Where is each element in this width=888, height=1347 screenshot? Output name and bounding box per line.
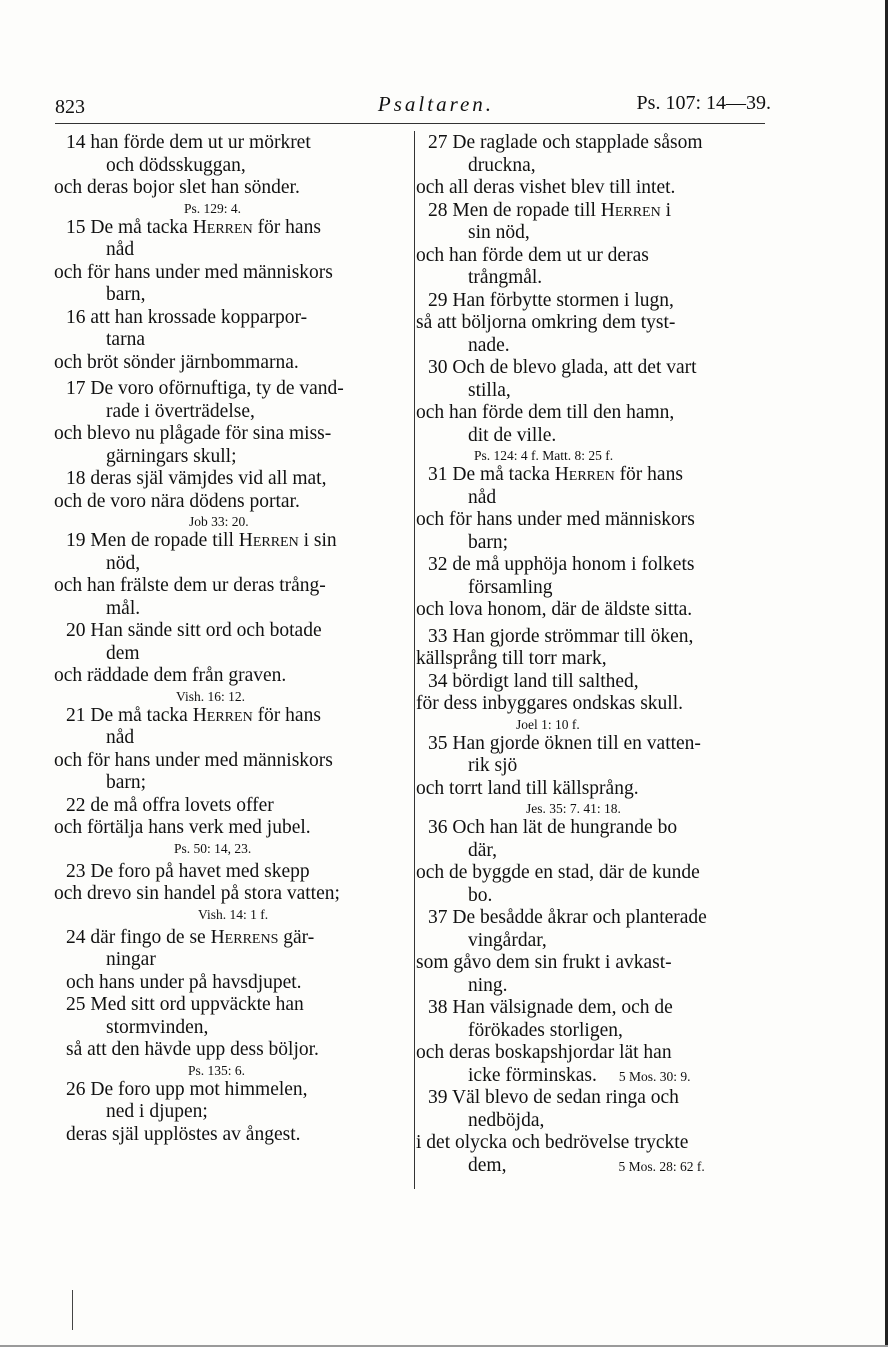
verse-line: 32 de må upphöja honom i folkets [428,554,695,575]
verse-line: gärningars skull; [106,445,237,467]
verse-line: där, [468,839,497,861]
verse-line: druckna, [468,154,536,176]
verse-line: och deras boskapshjordar lät han [416,1042,672,1063]
verse-line: källsprång till torr mark, [416,648,607,669]
verse-line: 28 Men de ropade till Herren i [428,199,672,221]
verse-line: 33 Han gjorde strömmar till öken, [428,625,694,647]
verse-39 [416,1087,772,1177]
verse-27 [416,132,772,200]
verse-line: och dödsskuggan, [106,154,246,176]
cross-reference: Ps. 50: 14, 23. [174,840,252,856]
verse-16 [54,307,410,375]
verse-line: ning. [468,974,508,996]
verse-32 [416,554,772,622]
verse-line: rik sjö [468,755,518,776]
verse-line: nåd [468,486,497,508]
verse-21 [54,705,410,795]
cross-reference: Vish. 16: 12. [176,688,245,704]
cross-reference: Ps. 124: 4 f. Matt. 8: 25 f. [474,448,614,463]
verse-line: nöd, [106,552,141,574]
verse-line: 23 De foro på havet med skepp [66,860,310,882]
verse-line: 16 att han krossade kopparpor- [66,306,308,328]
verse-line: som gåvo dem sin frukt i avkast- [416,952,672,973]
verse-22 [54,795,410,857]
verse-line: mål. [106,597,141,619]
margin-mark [72,1290,73,1330]
verse-line: och de voro nära dödens portar. [54,490,300,512]
verse-14 [54,132,410,217]
verse-line: 31 De må tacka Herren för hans [428,464,683,485]
verse-line: 36 Och han lät de hungrande bo [428,817,678,838]
verse-line: och räddade dem från graven. [54,665,287,686]
divine-name: Herren [238,530,299,551]
verse-line: och all deras vishet blev till intet. [416,177,676,198]
verse-18 [54,468,410,530]
verse-line: rade i överträdelse, [106,400,255,422]
verse-line: stormvinden, [106,1016,209,1038]
verse-line: sin nöd, [468,222,530,243]
cross-reference: Joel 1: 10 f. [516,716,580,732]
verse-30 [416,357,772,464]
verse-29 [416,290,772,358]
verse-line: bo. [468,884,493,906]
verse-line: stilla, [468,379,511,401]
verse-line: 34 bördigt land till salthed, [428,670,639,692]
running-header [55,90,771,120]
verse-line: förökades storligen, [468,1019,623,1041]
verse-line: och torrt land till källsprång. [416,777,639,799]
verse-line: barn, [106,284,146,305]
verse-33 [416,626,772,671]
verse-line: 37 De besådde åkrar och planterade [428,907,707,928]
verse-line: dit de ville. [468,424,557,446]
right-column [416,132,772,1177]
verse-15 [54,217,410,307]
verse-line: i det olycka och bedrövelse tryckte [416,1132,689,1153]
page-number: 823 [55,96,85,118]
verse-line: församling [468,576,553,598]
verse-line: 20 Han sände sitt ord och botade [66,620,322,641]
verse-26 [54,1079,410,1147]
verse-line: och de byggde en stad, där de kunde [416,862,700,883]
verse-line: och han förde dem till den hamn, [416,402,675,423]
verse-line: nåd [106,727,135,748]
verse-line: 15 De må tacka Herren för hans [66,216,321,238]
verse-line: så att den hävde upp dess böljor. [66,1039,319,1060]
verse-35 [416,733,772,818]
column-divider [414,131,415,1189]
verse-line: 27 De raglade och stapplade såsom [428,132,703,153]
cross-reference: Vish. 14: 1 f. [198,906,269,922]
verse-28 [416,200,772,290]
verse-line: så att böljorna omkring dem tyst- [416,312,676,333]
verse-line: 24 där fingo de se Herrens gär- [66,926,315,948]
verse-line: 19 Men de ropade till Herren i sin [66,530,337,551]
cross-reference: Ps. 129: 4. [184,200,242,216]
verse-17 [54,378,410,468]
verse-line: och blevo nu plågade för sina miss- [54,423,332,444]
verse-38 [416,997,772,1087]
verse-line: dem, 5 Mos. 28: 62 f. [468,1154,705,1176]
verse-line: 17 De voro oförnuftiga, ty de vand- [66,378,344,399]
verse-line: 22 de må offra lovets offer [66,794,274,816]
divine-name: Herren [554,464,615,485]
divine-name: Herren [600,199,661,221]
cross-reference: 5 Mos. 30: 9. [618,1068,691,1084]
verse-20 [54,620,410,705]
verse-19 [54,530,410,620]
verse-36 [416,817,772,907]
verse-line: trångmål. [468,267,543,288]
verse-line: och drevo sin handel på stora vatten; [54,883,340,904]
verse-line: 25 Med sitt ord uppväckte han [66,994,304,1015]
verse-line: och hans under på havsdjupet. [66,971,302,993]
verse-line: 29 Han förbytte stormen i lugn, [428,289,674,311]
verse-line: och för hans under med människors [416,509,695,530]
verse-31 [416,464,772,554]
verse-line: och han frälste dem ur deras trång- [54,575,326,596]
verse-line: vingårdar, [468,929,547,951]
verse-line: för dess inbyggares ondskas skull. [416,693,684,714]
verse-line: nedböjda, [468,1109,545,1131]
verse-line: nåd [106,239,135,260]
verse-line: 39 Väl blevo de sedan ringa och [428,1087,679,1108]
verse-line: och deras bojor slet han sönder. [54,177,300,198]
verse-line: barn; [468,531,509,553]
verse-line: 30 Och de blevo glada, att det vart [428,357,697,378]
verse-25 [54,994,410,1079]
verse-37 [416,907,772,997]
left-column [54,132,410,1146]
cross-reference: Ps. 135: 6. [188,1062,246,1078]
verse-line: dem [106,642,140,664]
verse-line: 14 han förde dem ut ur mörkret [66,132,311,153]
verse-line: 26 De foro upp mot himmelen, [66,1078,308,1100]
verse-line: 21 De må tacka Herren för hans [66,704,321,726]
divine-name: Herren [192,704,253,726]
cross-reference: Job 33: 20. [189,514,249,529]
verse-line: och bröt sönder järnbommarna. [54,351,299,373]
verse-line: och förtälja hans verk med jubel. [54,817,311,838]
verse-24 [54,927,410,995]
verse-line: ned i djupen; [106,1101,208,1122]
verse-line: ningar [106,949,156,970]
verse-line: barn; [106,772,147,793]
cross-reference: Jes. 35: 7. 41: 18. [526,801,621,816]
verse-line: och lova honom, där de äldste sitta. [416,599,693,620]
chapter-reference: Ps. 107: 14—39. [636,92,771,114]
verse-line: deras själ upplöstes av ångest. [66,1123,301,1145]
cross-reference: 5 Mos. 28: 62 f. [618,1158,705,1174]
verse-line: och för hans under med människors [54,261,333,283]
verse-line: icke förminskas. 5 Mos. 30: 9. [468,1064,691,1086]
verse-line: 18 deras själ vämjdes vid all mat, [66,468,327,489]
divine-name: Herrens [210,926,279,948]
verse-34 [416,671,772,733]
verse-line: nade. [468,334,510,356]
book-title: Psaltaren. [377,92,495,116]
verse-line: tarna [106,329,145,350]
header-rule [55,123,765,124]
divine-name: Herren [192,216,253,238]
verse-23 [54,861,410,923]
verse-line: och för hans under med människors [54,749,333,771]
verse-line: 38 Han välsignade dem, och de [428,997,673,1018]
verse-line: och han förde dem ut ur deras [416,244,649,266]
verse-line: 35 Han gjorde öknen till en vatten- [428,732,701,754]
